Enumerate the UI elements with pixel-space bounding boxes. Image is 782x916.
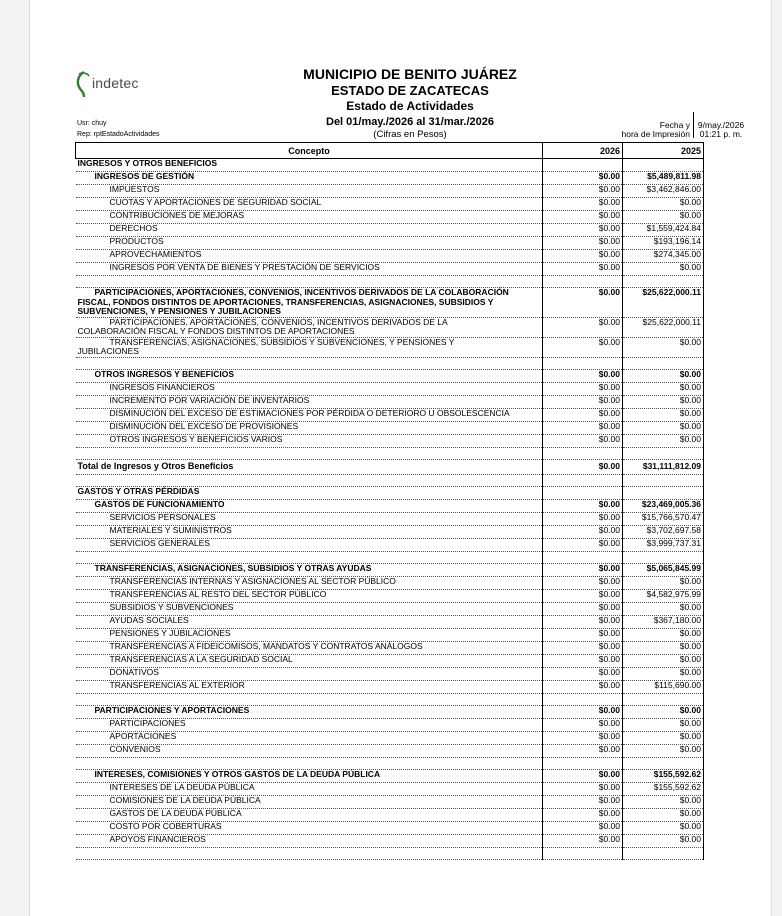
row-value-2026: $0.00: [543, 563, 623, 576]
row-value-2026: $0.00: [543, 459, 623, 474]
row-value-2026: [543, 486, 623, 499]
row-value-2025: $3,462,846.00: [623, 185, 704, 198]
row-value-2025: $0.00: [623, 795, 704, 808]
table-row: [76, 680, 704, 693]
row-value-2026: [543, 757, 623, 769]
table-row: [76, 198, 704, 211]
row-value-2026: $0.00: [543, 512, 623, 525]
row-value-2025: $0.00: [623, 834, 704, 847]
row-concept: TRANSFERENCIAS A FIDEICOMISOS, MANDATOS Y CONTRATOS ANÁLOGOS: [76, 641, 543, 654]
table-row: [76, 782, 704, 795]
row-value-2026: $0.00: [543, 782, 623, 795]
row-value-2025: $0.00: [623, 808, 704, 821]
report-title-statement: Estado de Actividades: [346, 99, 474, 113]
row-value-2026: $0.00: [543, 525, 623, 538]
row-concept: INTERESES DE LA DEUDA PÚBLICA: [76, 782, 543, 795]
spacer-row: [76, 847, 704, 859]
table-row: [76, 250, 704, 263]
row-concept: AYUDAS SOCIALES: [76, 615, 543, 628]
row-value-2025: $0.00: [623, 744, 704, 757]
row-concept: COSTO POR COBERTURAS: [76, 821, 543, 834]
table-row: [76, 237, 704, 250]
indetec-logo: [75, 70, 165, 100]
spacer-row: [76, 447, 704, 459]
row-value-2025: $0.00: [623, 628, 704, 641]
row-concept: OTROS INGRESOS Y BENEFICIOS VARIOS: [76, 434, 543, 447]
row-value-2026: $0.00: [543, 667, 623, 680]
table-row: [76, 705, 704, 718]
currency-note: (Cifras en Pesos): [373, 129, 447, 140]
row-concept: SERVICIOS PERSONALES: [76, 512, 543, 525]
row-concept: TRANSFERENCIAS A LA SEGURIDAD SOCIAL: [76, 654, 543, 667]
report-page: [29, 0, 772, 916]
row-concept: PARTICIPACIONES: [76, 718, 543, 731]
spacer-row: [76, 693, 704, 705]
row-concept: INGRESOS FINANCIEROS: [76, 382, 543, 395]
row-value-2026: [543, 474, 623, 486]
row-concept: [76, 357, 543, 369]
row-concept: INGRESOS Y OTROS BENEFICIOS: [76, 159, 543, 172]
report-title-municipality: MUNICIPIO DE BENITO JUÁREZ: [303, 66, 517, 82]
row-value-2025: $0.00: [623, 395, 704, 408]
table-row: [76, 263, 704, 276]
row-value-2026: $0.00: [543, 589, 623, 602]
row-concept: [76, 847, 543, 859]
row-value-2026: [543, 551, 623, 563]
row-value-2025: $0.00: [623, 408, 704, 421]
row-concept: INTERESES, COMISIONES Y OTROS GASTOS DE LA DEUDA PÚBLICA: [76, 769, 543, 782]
row-value-2026: $0.00: [543, 263, 623, 276]
table-body: [76, 159, 704, 860]
row-value-2025: $0.00: [623, 576, 704, 589]
table-row: [76, 421, 704, 434]
spacer-row: [76, 276, 704, 288]
row-value-2026: $0.00: [543, 434, 623, 447]
row-value-2025: $0.00: [623, 382, 704, 395]
row-value-2025: [623, 693, 704, 705]
row-value-2025: $0.00: [623, 198, 704, 211]
spacer-row: [76, 357, 704, 369]
table-row: [76, 654, 704, 667]
row-value-2026: $0.00: [543, 198, 623, 211]
row-value-2025: $0.00: [623, 641, 704, 654]
row-concept: INCREMENTO POR VARIACIÓN DE INVENTARIOS: [76, 395, 543, 408]
row-value-2026: $0.00: [543, 211, 623, 224]
leaf-icon: [75, 70, 93, 98]
row-value-2026: $0.00: [543, 744, 623, 757]
row-value-2026: $0.00: [543, 250, 623, 263]
row-value-2026: $0.00: [543, 615, 623, 628]
row-concept: TRANSFERENCIAS AL EXTERIOR: [76, 680, 543, 693]
table-row: [76, 628, 704, 641]
row-concept: APOYOS FINANCIEROS: [76, 834, 543, 847]
table-row: [76, 834, 704, 847]
row-value-2025: [623, 357, 704, 369]
table-row: [76, 499, 704, 512]
row-concept: GASTOS DE FUNCIONAMIENTO: [76, 499, 543, 512]
row-value-2026: $0.00: [543, 395, 623, 408]
row-value-2025: $367,180.00: [623, 615, 704, 628]
row-value-2025: $155,592.62: [623, 782, 704, 795]
row-value-2026: $0.00: [543, 382, 623, 395]
row-value-2025: $0.00: [623, 821, 704, 834]
row-value-2026: $0.00: [543, 731, 623, 744]
row-concept: PARTICIPACIONES Y APORTACIONES: [76, 705, 543, 718]
row-concept: CONVENIOS: [76, 744, 543, 757]
row-value-2025: $155,592.62: [623, 769, 704, 782]
row-concept: INGRESOS POR VENTA DE BIENES Y PRESTACIÓN DE SERVICIOS: [76, 263, 543, 276]
table-row: [76, 769, 704, 782]
table-row: [76, 185, 704, 198]
row-concept: PARTICIPACIONES, APORTACIONES, CONVENIOS, INCENTIVOS DERIVADOS DE LA COLABORACIÓN FISCAL, FONDOS DISTINTOS DE APORTACIONES, TRANSFERENCIAS, ASIGNACIONES, SUBSIDIOS Y SUBVENCIONES, Y PENSIONES Y JUBILACIONES: [76, 288, 543, 318]
row-concept: TRANSFERENCIAS INTERNAS Y ASIGNACIONES AL SECTOR PÚBLICO: [76, 576, 543, 589]
row-value-2025: $274,345.00: [623, 250, 704, 263]
row-value-2026: $0.00: [543, 628, 623, 641]
table-row: [76, 159, 704, 172]
table-row: [76, 224, 704, 237]
row-value-2025: $0.00: [623, 667, 704, 680]
row-value-2025: $0.00: [623, 654, 704, 667]
row-value-2026: $0.00: [543, 288, 623, 318]
row-concept: CUOTAS Y APORTACIONES DE SEGURIDAD SOCIAL: [76, 198, 543, 211]
user-label: Usr: chuy: [77, 120, 107, 127]
row-value-2026: $0.00: [543, 834, 623, 847]
row-value-2025: $0.00: [623, 602, 704, 615]
row-value-2025: $0.00: [623, 705, 704, 718]
row-concept: DONATIVOS: [76, 667, 543, 680]
table-row: [76, 486, 704, 499]
row-concept: APROVECHAMIENTOS: [76, 250, 543, 263]
report-title-state: ESTADO DE ZACATECAS: [331, 83, 489, 98]
datetime-divider: [693, 112, 694, 138]
row-value-2025: $5,489,811.98: [623, 172, 704, 185]
row-value-2026: $0.00: [543, 821, 623, 834]
row-value-2026: $0.00: [543, 185, 623, 198]
row-value-2025: $193,196.14: [623, 237, 704, 250]
table-row: [76, 731, 704, 744]
row-concept: DISMINUCIÓN DEL EXCESO DE ESTIMACIONES POR PÉRDIDA O DETERIORO U OBSOLESCENCIA: [76, 408, 543, 421]
table-row: [76, 538, 704, 551]
table-row: [76, 317, 704, 337]
table-row: [76, 172, 704, 185]
row-concept: SUBSIDIOS Y SUBVENCIONES: [76, 602, 543, 615]
row-value-2025: $115,690.00: [623, 680, 704, 693]
table-row: [76, 641, 704, 654]
row-value-2025: $3,702,697.58: [623, 525, 704, 538]
row-value-2026: [543, 847, 623, 859]
row-concept: PARTICIPACIONES, APORTACIONES, CONVENIOS, INCENTIVOS DERIVADOS DE LA COLABORACIÓN FISCAL Y FONDOS DISTINTOS DE APORTACIONES: [76, 317, 543, 337]
row-value-2025: $1,559,424.84: [623, 224, 704, 237]
row-value-2026: [543, 693, 623, 705]
row-value-2026: $0.00: [543, 421, 623, 434]
row-value-2026: [543, 276, 623, 288]
table-row: [76, 718, 704, 731]
table-row: [76, 434, 704, 447]
row-value-2025: $0.00: [623, 421, 704, 434]
row-concept: COMISIONES DE LA DEUDA PÚBLICA: [76, 795, 543, 808]
row-value-2025: $0.00: [623, 718, 704, 731]
table-row: [76, 382, 704, 395]
table-row: [76, 408, 704, 421]
row-value-2025: $23,469,005.36: [623, 499, 704, 512]
row-value-2026: $0.00: [543, 317, 623, 337]
row-value-2025: $0.00: [623, 337, 704, 357]
row-value-2025: $3,999,737.31: [623, 538, 704, 551]
row-concept: [76, 757, 543, 769]
row-concept: SERVICIOS GENERALES: [76, 538, 543, 551]
row-value-2025: [623, 276, 704, 288]
table-row: [76, 211, 704, 224]
row-value-2025: [623, 551, 704, 563]
table-row: [76, 459, 704, 474]
row-value-2025: [623, 847, 704, 859]
row-value-2025: $15,766,570.47: [623, 512, 704, 525]
spacer-row: [76, 474, 704, 486]
table-row: [76, 795, 704, 808]
row-concept: IMPUESTOS: [76, 185, 543, 198]
print-datetime-value: [696, 121, 746, 139]
row-concept: [76, 551, 543, 563]
row-concept: [76, 276, 543, 288]
row-value-2026: [543, 447, 623, 459]
header-concepto: Concepto: [76, 143, 543, 159]
row-value-2026: $0.00: [543, 224, 623, 237]
table-row: [76, 512, 704, 525]
row-concept: [76, 693, 543, 705]
row-value-2026: $0.00: [543, 337, 623, 357]
logo-text: indetec: [92, 75, 139, 91]
table-row: [76, 808, 704, 821]
row-concept: DERECHOS: [76, 224, 543, 237]
row-value-2025: $0.00: [623, 434, 704, 447]
row-concept: CONTRIBUCIONES DE MEJORAS: [76, 211, 543, 224]
spacer-row: [76, 757, 704, 769]
row-value-2025: $0.00: [623, 369, 704, 382]
row-value-2026: $0.00: [543, 408, 623, 421]
row-value-2026: $0.00: [543, 718, 623, 731]
fecha-label: Fecha y: [659, 120, 690, 130]
table-row: [76, 744, 704, 757]
header-year-2025: 2025: [623, 143, 704, 159]
row-value-2025: [623, 447, 704, 459]
row-value-2026: $0.00: [543, 769, 623, 782]
row-concept: PENSIONES Y JUBILACIONES: [76, 628, 543, 641]
row-value-2026: $0.00: [543, 576, 623, 589]
row-concept: [76, 447, 543, 459]
row-value-2025: $0.00: [623, 211, 704, 224]
row-concept: GASTOS Y OTRAS PÉRDIDAS: [76, 486, 543, 499]
table-row: [76, 563, 704, 576]
row-value-2025: [623, 159, 704, 172]
table-row: [76, 369, 704, 382]
row-value-2026: $0.00: [543, 808, 623, 821]
row-concept: PRODUCTOS: [76, 237, 543, 250]
print-datetime-label: [590, 121, 690, 139]
table-row: [76, 395, 704, 408]
row-value-2026: [543, 159, 623, 172]
row-value-2026: $0.00: [543, 795, 623, 808]
row-value-2026: $0.00: [543, 369, 623, 382]
row-value-2026: $0.00: [543, 602, 623, 615]
table-row: [76, 589, 704, 602]
table-row: [76, 576, 704, 589]
row-value-2025: $4,582,975.99: [623, 589, 704, 602]
row-concept: TRANSFERENCIAS, ASIGNACIONES, SUBSIDIOS Y SUBVENCIONES, Y PENSIONES Y JUBILACIONES: [76, 337, 543, 357]
row-value-2025: $0.00: [623, 263, 704, 276]
row-value-2026: $0.00: [543, 641, 623, 654]
row-value-2026: $0.00: [543, 654, 623, 667]
table-row: [76, 337, 704, 357]
row-value-2026: [543, 357, 623, 369]
row-value-2025: $25,622,000.11: [623, 317, 704, 337]
row-concept: [76, 474, 543, 486]
row-value-2026: $0.00: [543, 538, 623, 551]
row-concept: GASTOS DE LA DEUDA PÚBLICA: [76, 808, 543, 821]
table-row: [76, 821, 704, 834]
spacer-row: [76, 551, 704, 563]
row-concept: MATERIALES Y SUMINISTROS: [76, 525, 543, 538]
row-value-2025: $0.00: [623, 731, 704, 744]
hora-value: 01:21 p. m.: [699, 129, 743, 139]
row-value-2025: $25,622,000.11: [623, 288, 704, 318]
fecha-value: 9/may./2026: [697, 120, 745, 130]
row-concept: DISMINUCIÓN DEL EXCESO DE PROVISIONES: [76, 421, 543, 434]
row-value-2026: $0.00: [543, 237, 623, 250]
table-row: [76, 525, 704, 538]
row-value-2025: $5,065,845.99: [623, 563, 704, 576]
table-row: [76, 288, 704, 318]
table-row: [76, 602, 704, 615]
row-value-2026: $0.00: [543, 499, 623, 512]
table-row: [76, 615, 704, 628]
row-concept: APORTACIONES: [76, 731, 543, 744]
row-value-2025: $31,111,812.09: [623, 459, 704, 474]
row-value-2026: $0.00: [543, 705, 623, 718]
row-concept: OTROS INGRESOS Y BENEFICIOS: [76, 369, 543, 382]
row-concept: TRANSFERENCIAS, ASIGNACIONES, SUBSIDIOS Y OTRAS AYUDAS: [76, 563, 543, 576]
row-value-2026: $0.00: [543, 172, 623, 185]
activities-table: [75, 142, 704, 860]
row-value-2025: [623, 486, 704, 499]
header-year-2026: 2026: [543, 143, 623, 159]
row-concept: TRANSFERENCIAS AL RESTO DEL SECTOR PÚBLICO: [76, 589, 543, 602]
report-period: Del 01/may./2026 al 31/mar./2026: [326, 116, 494, 128]
table-header-row: [76, 143, 704, 159]
row-value-2025: [623, 757, 704, 769]
row-value-2026: $0.00: [543, 680, 623, 693]
row-value-2025: [623, 474, 704, 486]
row-concept: Total de Ingresos y Otros Beneficios: [76, 459, 543, 474]
hora-label: hora de Impresión: [621, 129, 690, 139]
report-id-label: Rep: rptEstadoActividades: [77, 131, 160, 138]
row-concept: INGRESOS DE GESTIÓN: [76, 172, 543, 185]
table-row: [76, 667, 704, 680]
